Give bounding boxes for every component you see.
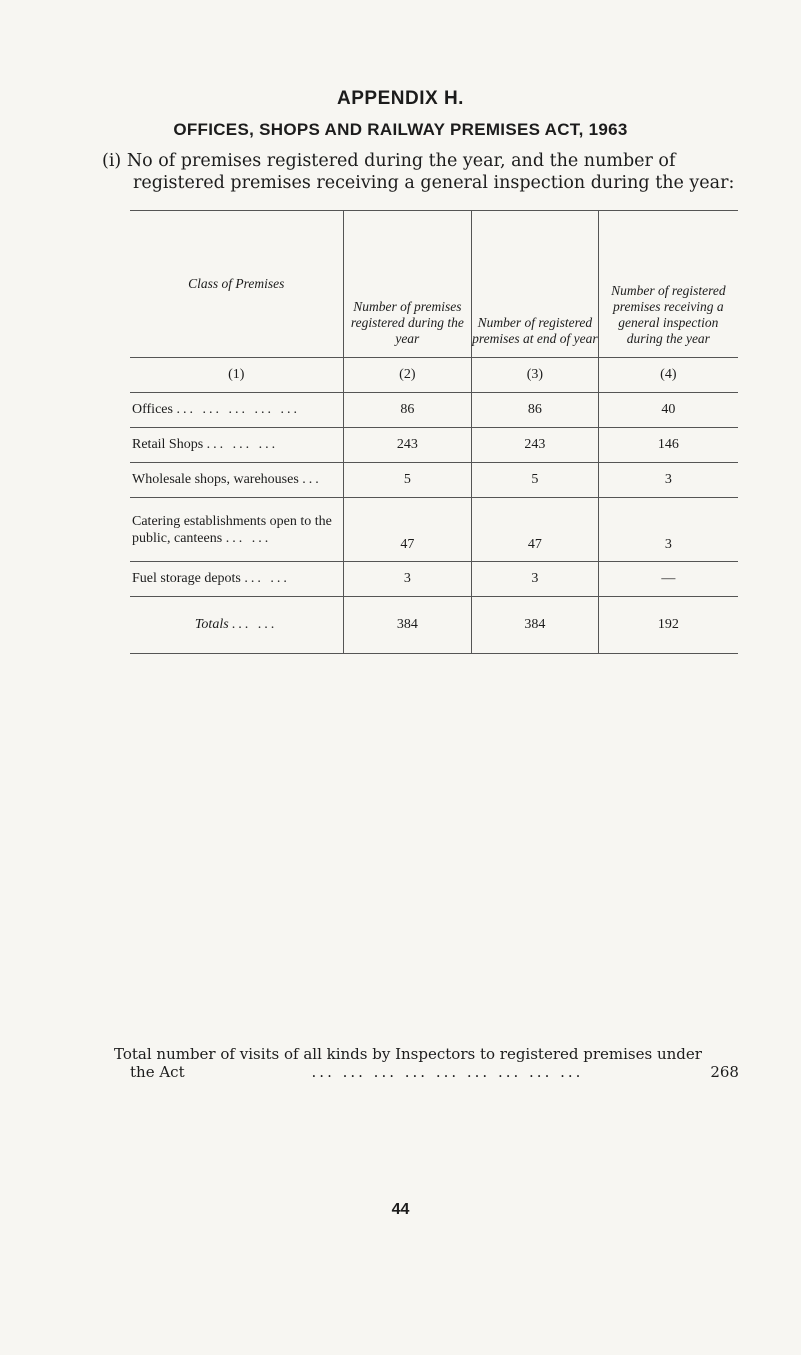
total-registered-end-of-year: 384 (472, 597, 599, 654)
general-inspection-cell: 3 (598, 463, 738, 498)
header-general-inspection: Number of registered premises receiving a general inspection during the year (598, 211, 738, 358)
class-cell: Fuel storage depots ... ... (130, 562, 343, 597)
registered-end-of-year-cell: 243 (472, 428, 599, 463)
registered-end-of-year-cell: 47 (472, 498, 599, 562)
leader-dots: ... ... (225, 530, 272, 546)
column-number: (3) (472, 358, 599, 393)
general-inspection-cell: — (598, 562, 738, 597)
registered-during-year-cell: 243 (343, 428, 472, 463)
table-row (130, 428, 738, 463)
leader-dots: ... ... ... (206, 437, 279, 452)
footnote-label: the Act (130, 1063, 185, 1081)
registered-during-year-cell: 5 (343, 463, 472, 498)
registered-end-of-year-cell: 5 (472, 463, 599, 498)
registered-during-year-cell: 86 (343, 393, 472, 428)
appendix-title: APPENDIX H. (337, 88, 464, 109)
intro-line-1: (i) No of premises registered during the year, and the number of (102, 151, 676, 171)
registered-during-year-cell: 47 (343, 498, 472, 562)
column-number: (2) (343, 358, 472, 393)
intro-paragraph (102, 150, 742, 194)
general-inspection-cell: 146 (598, 428, 738, 463)
page-number: 44 (391, 1201, 410, 1218)
general-inspection-cell: 3 (598, 498, 738, 562)
total-general-inspection: 192 (598, 597, 738, 654)
visits-footnote (114, 1045, 739, 1081)
class-cell: Retail Shops ... ... ... (130, 428, 343, 463)
column-number: (4) (598, 358, 738, 393)
leader-dots: ... ... ... ... ... (176, 402, 300, 417)
table-row (130, 463, 738, 498)
class-cell: Catering establishments open to the public, canteens ... ... (130, 498, 343, 562)
class-cell: Offices ... ... ... ... ... (130, 393, 343, 428)
header-class-of-premises: Class of Premises (130, 211, 343, 358)
table-row (130, 562, 738, 597)
header-row (130, 211, 738, 358)
total-registered-during-year: 384 (343, 597, 472, 654)
premises-table (130, 210, 738, 654)
table-row (130, 393, 738, 428)
class-cell: Wholesale shops, warehouses ... (130, 463, 343, 498)
registered-end-of-year-cell: 3 (472, 562, 599, 597)
registered-during-year-cell: 3 (343, 562, 472, 597)
footnote-line-1: Total number of visits of all kinds by Inspectors to registered premises under (114, 1045, 702, 1063)
column-number: (1) (130, 358, 343, 393)
leader-dots: ... ... (244, 571, 290, 586)
total-visits-value: 268 (710, 1063, 739, 1081)
act-title: OFFICES, SHOPS AND RAILWAY PREMISES ACT, 1963 (173, 120, 628, 139)
intro-line-2: registered premises receiving a general inspection during the year: (133, 173, 735, 193)
general-inspection-cell: 40 (598, 393, 738, 428)
totals-label-cell: Totals ... ... (130, 597, 343, 654)
leader-dots: ... ... ... ... ... ... ... ... ... (311, 1063, 584, 1081)
column-number-row (130, 358, 738, 393)
totals-row (130, 597, 738, 654)
header-registered-end-of-year: Number of registered premises at end of year (472, 211, 599, 358)
footnote-line-2 (114, 1063, 739, 1081)
header-registered-during-year: Number of premises registered during the year (343, 211, 472, 358)
registered-end-of-year-cell: 86 (472, 393, 599, 428)
leader-dots: ... (302, 472, 322, 487)
table-row (130, 498, 738, 562)
leader-dots: ... ... (232, 617, 278, 632)
